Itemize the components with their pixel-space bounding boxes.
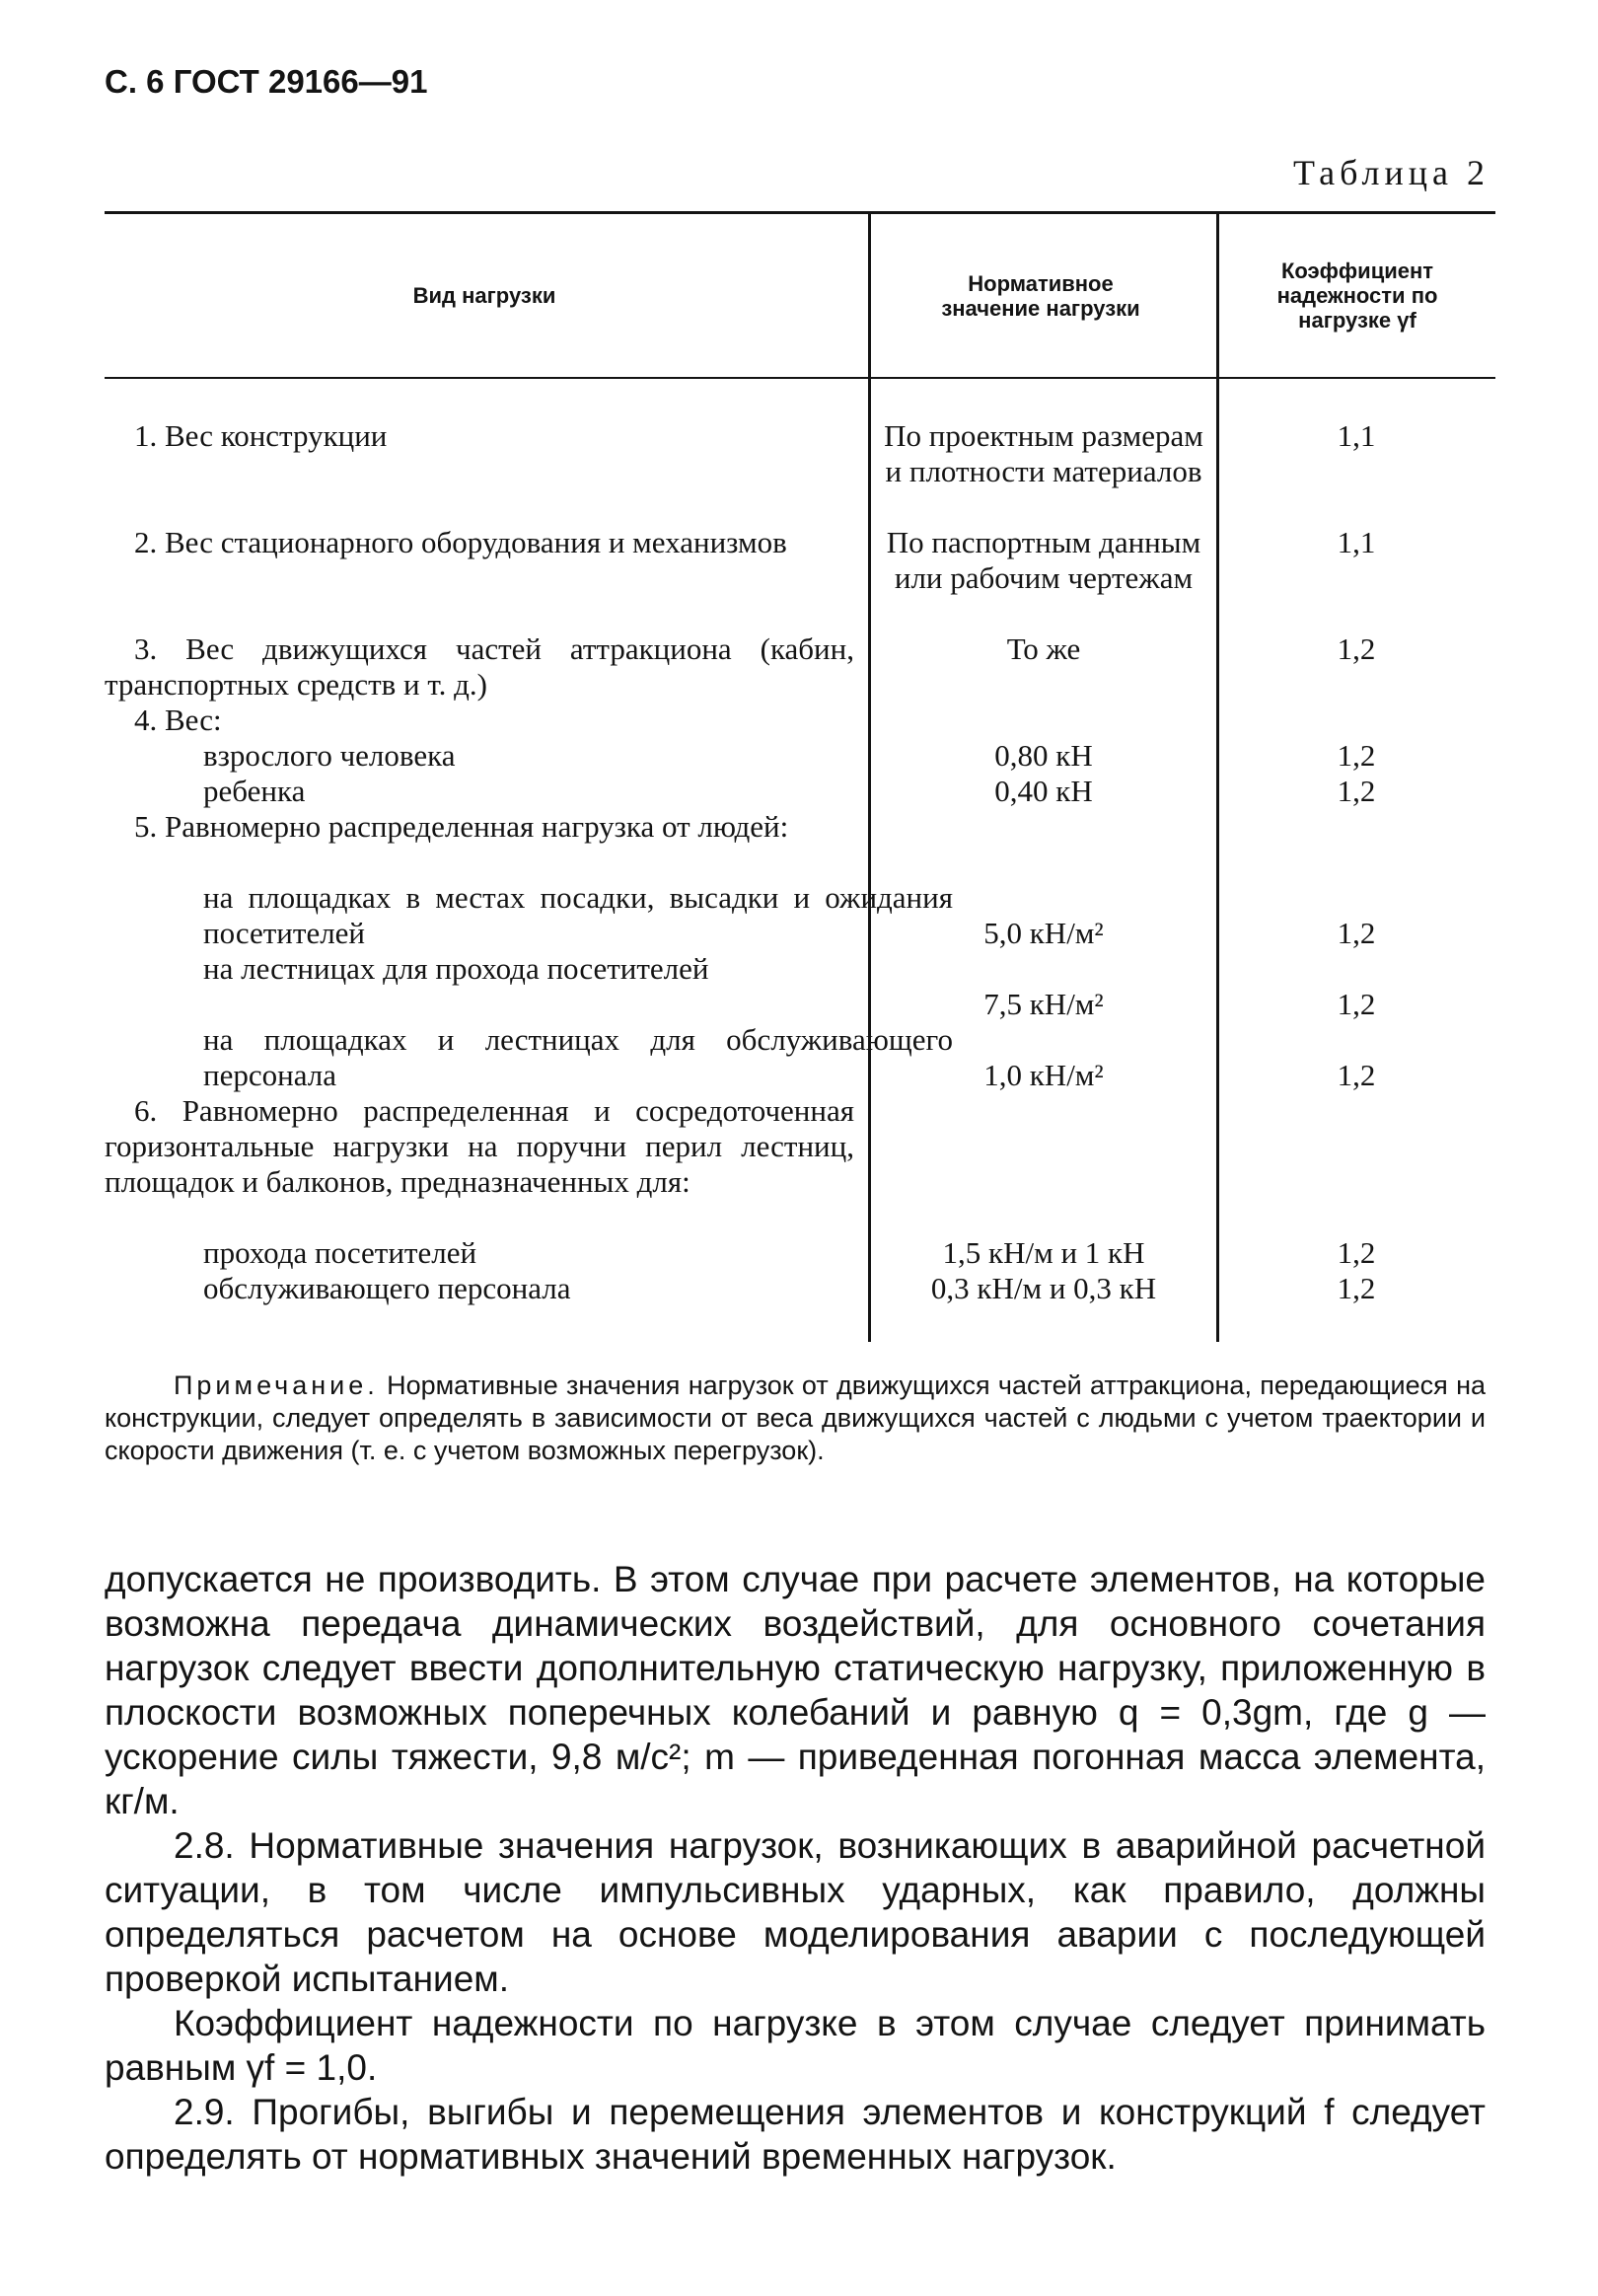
body-paragraph-1: допускается не производить. В этом случае при расчете элементов, на которые возможна передача динамических воздействий, для основного сочетания нагрузок следует ввести дополнительную статическую нагрузку, приложенную в плоскости возможных поперечных колебаний и равную q = 0,3gm, где g — ускорение силы тяжести, 9,8 м/с²; m — приведенная погонная масса элемента, кг/м. (105, 1559, 1486, 1821)
table-row-2-value: По паспортным данным или рабочим чертежам (886, 525, 1201, 595)
running-title: С. 6 ГОСТ 29166—91 (105, 63, 428, 100)
table-note (105, 1370, 1486, 1467)
table-row-5c-coef: 1,2 (1337, 1058, 1376, 1092)
table-column-divider-2 (1216, 211, 1219, 1342)
table-header-rule (105, 377, 1495, 379)
table-note-text: Нормативные значения нагрузок от движущихся частей аттракциона, передающиеся на конструкции, следует определять в зависимости от веса движущихся частей с людьми с учетом траектории и скорости движения (т. е. с учетом возможных перегрузок). (105, 1370, 1486, 1465)
table-row-1-coef: 1,1 (1337, 418, 1376, 453)
table-row-4a-value: 0,80 кН (994, 738, 1093, 773)
body-paragraph-2: 2.8. Нормативные значения нагрузок, возникающих в аварийной расчетной ситуации, в том числе импульсивных ударных, как правило, должны определяться расчетом на основе моделирования аварии с последующей проверкой испытанием. (105, 1825, 1486, 1999)
table-row-6b-name: обслуживающего персонала (203, 1271, 571, 1305)
table-row-6a-value: 1,5 кН/м и 1 кН (942, 1235, 1145, 1270)
table-row-5a-coef: 1,2 (1337, 916, 1376, 950)
table-note-label: Примечание. (174, 1370, 379, 1400)
body-text (105, 1557, 1486, 2179)
table-row-5b-name: на лестницах для прохода посетителей (203, 951, 709, 986)
table-row-6b-value: 0,3 кН/м и 0,3 кН (930, 1271, 1157, 1305)
table-row-4b-coef: 1,2 (1337, 774, 1376, 808)
table-row-1-value: По проектным размерам и плотности материалов (884, 418, 1203, 488)
table-row-2-name: 2. Вес стационарного оборудования и механизмов (134, 525, 787, 559)
table-row-1-name: 1. Вес конструкции (134, 418, 388, 453)
table-row-3-value: То же (1006, 631, 1081, 666)
table-row-6a-coef: 1,2 (1337, 1235, 1376, 1270)
table-row-5b-coef: 1,2 (1337, 987, 1376, 1021)
table-row-5a-value: 5,0 кН/м² (983, 916, 1104, 950)
table-row-4a-name: взрослого человека (203, 738, 456, 773)
body-paragraph-3: Коэффициент надежности по нагрузке в этом случае следует принимать равным γf = 1,0. (105, 2003, 1486, 2088)
column-header-normative-value: Нормативное значение нагрузки (941, 270, 1140, 321)
table-row-6-name: 6. Равномерно распределенная и сосредоточенная горизонтальные нагрузки на поручни перил лестниц, площадок и балконов, предназначенных для: (105, 1093, 854, 1199)
table-row-2-coef: 1,1 (1337, 525, 1376, 559)
table-row-6b-coef: 1,2 (1337, 1271, 1376, 1305)
table-top-rule (105, 211, 1495, 214)
table-row-4-name: 4. Вес: (134, 703, 222, 737)
table-row-4b-name: ребенка (203, 774, 306, 808)
column-header-reliability-coefficient: Коэффициент надежности по нагрузке γf (1276, 259, 1438, 333)
table-row-4a-coef: 1,2 (1337, 738, 1376, 773)
table-row-5c-name: на площадках и лестницах для обслуживающего персонала (203, 1022, 953, 1092)
table-row-5b-value: 7,5 кН/м² (983, 987, 1104, 1021)
table-row-3-name: 3. Вес движущихся частей аттракциона (кабин, транспортных средств и т. д.) (105, 631, 854, 702)
table-row-5-name: 5. Равномерно распределенная нагрузка от людей: (134, 809, 789, 844)
table-row-6a-name: прохода посетителей (203, 1235, 477, 1270)
table-caption: Таблица 2 (1293, 153, 1489, 192)
table-row-5a-name: на площадках в местах посадки, высадки и ожидания посетителей (203, 880, 953, 950)
body-paragraph-4: 2.9. Прогибы, выгибы и перемещения элементов и конструкций f следует определять от нормативных значений временных нагрузок. (105, 2092, 1486, 2177)
table-row-3-coef: 1,2 (1337, 631, 1376, 666)
table-row-4b-value: 0,40 кН (994, 774, 1093, 808)
column-header-load-type: Вид нагрузки (412, 283, 556, 308)
table-row-5c-value: 1,0 кН/м² (983, 1058, 1104, 1092)
